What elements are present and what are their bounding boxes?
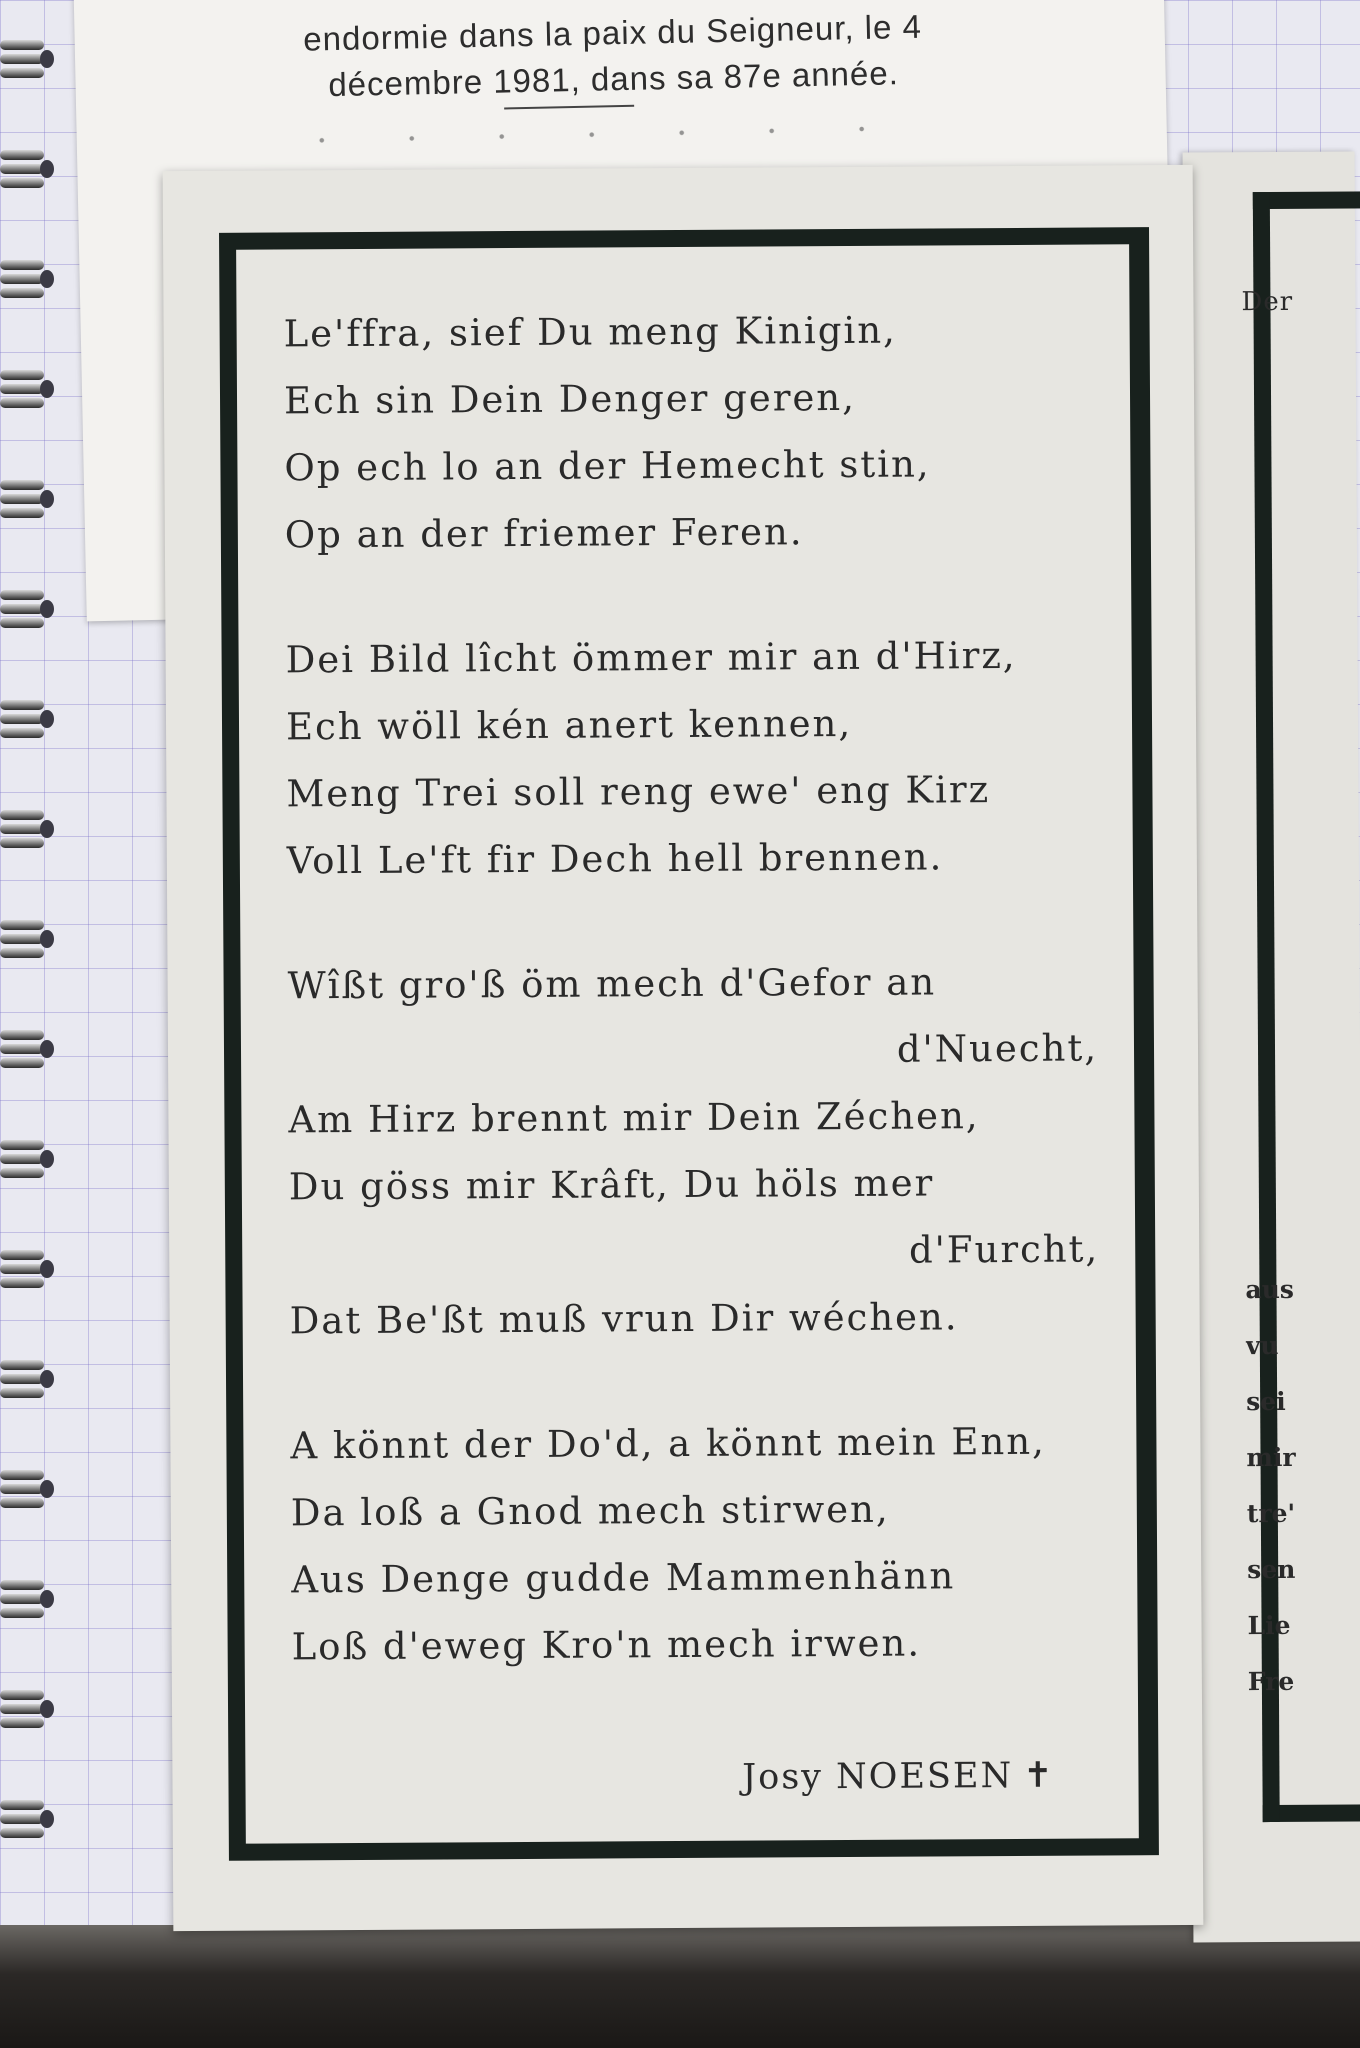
poem-line: Am Hirz brennt mir Dein Zéchen,	[288, 1094, 980, 1142]
poem-line: Dei Bild lîcht ömmer mir an d'Hirz,	[285, 633, 1017, 682]
right-fragment: sen	[1247, 1554, 1296, 1585]
right-heading: Der	[1241, 286, 1294, 318]
right-fragment: Fre	[1247, 1666, 1295, 1697]
spiral-coil	[0, 1580, 44, 1618]
stanza-1	[283, 295, 1105, 568]
right-fragment: tre'	[1246, 1498, 1296, 1529]
spiral-coil	[0, 1250, 44, 1288]
poem-signature	[292, 1755, 1112, 1800]
clipping-line-2: décembre 1981, dans sa 87e année.	[327, 54, 900, 104]
poem-line: Op an der friemer Feren.	[284, 510, 804, 557]
right-fragment: mir	[1246, 1442, 1296, 1473]
poem-line: Da loß a Gnod mech stirwen,	[290, 1487, 890, 1535]
stanza-2	[285, 621, 1107, 894]
spiral-coil	[0, 1690, 44, 1728]
memorial-card	[163, 165, 1204, 1931]
spiral-coil	[0, 260, 44, 298]
spiral-coil	[0, 700, 44, 738]
right-fragments	[1245, 1262, 1308, 1710]
spiral-coil	[0, 40, 44, 78]
spiral-coil	[0, 1360, 44, 1398]
right-fragment: sei	[1246, 1386, 1286, 1417]
clipping-cut-text	[277, 125, 877, 146]
card-right-panel	[1183, 151, 1360, 1942]
poem-line: Wîßt gro'ß öm mech d'Gefor an	[287, 960, 937, 1008]
poem-line-continuation: d'Nuecht,	[896, 1026, 1099, 1071]
cross-icon: ✝	[1023, 1755, 1055, 1796]
spiral-binding	[0, 40, 56, 1870]
poem-line: Du göss mir Krâft, Du höls mer	[288, 1161, 935, 1209]
clipping-line-1: endormie dans la paix du Seigneur, le 4	[302, 7, 923, 58]
spiral-coil	[0, 480, 44, 518]
spiral-coil	[0, 810, 44, 848]
spiral-coil	[0, 1800, 44, 1838]
poem-line: Aus Denge gudde Mammenhänn	[291, 1554, 956, 1602]
spiral-coil	[0, 1470, 44, 1508]
bottom-shadow	[0, 1925, 1360, 2048]
poem-line: Dat Be'ßt muß vrun Dir wéchen.	[289, 1295, 959, 1343]
right-fragment: aus	[1245, 1274, 1295, 1305]
stanza-4	[290, 1407, 1112, 1680]
spiral-coil	[0, 150, 44, 188]
poem-line: A könnt der Do'd, a könnt mein Enn,	[290, 1419, 1047, 1468]
clipping-text	[162, 1, 1064, 112]
spiral-coil	[0, 370, 44, 408]
right-fragment: vu	[1245, 1330, 1279, 1361]
poem-line: Meng Trei soll reng ewe' eng Kirz	[286, 768, 991, 816]
poem-line-continuation: d'Furcht,	[908, 1227, 1100, 1272]
spiral-coil	[0, 590, 44, 628]
poem-line: Op ech lo an der Hemecht stin,	[284, 442, 931, 490]
right-fragment: Lie	[1247, 1610, 1291, 1641]
poem-line: Ech wöll kén anert kennen,	[285, 701, 853, 749]
spiral-coil	[0, 920, 44, 958]
poem-line: Loß d'eweg Kro'n mech irwen.	[291, 1621, 922, 1669]
clipping-divider	[504, 105, 634, 110]
poem-line: Ech sin Dein Denger geren,	[283, 375, 857, 423]
spiral-coil	[0, 1140, 44, 1178]
poem	[283, 295, 1112, 1798]
author-name: Josy NOESEN	[742, 1755, 1014, 1798]
poem-line: Le'ffra, sief Du meng Kinigin,	[283, 308, 897, 356]
spiral-coil	[0, 1030, 44, 1068]
poem-line: Voll Le'ft fir Dech hell brennen.	[286, 835, 944, 883]
stanza-3	[287, 947, 1109, 1354]
